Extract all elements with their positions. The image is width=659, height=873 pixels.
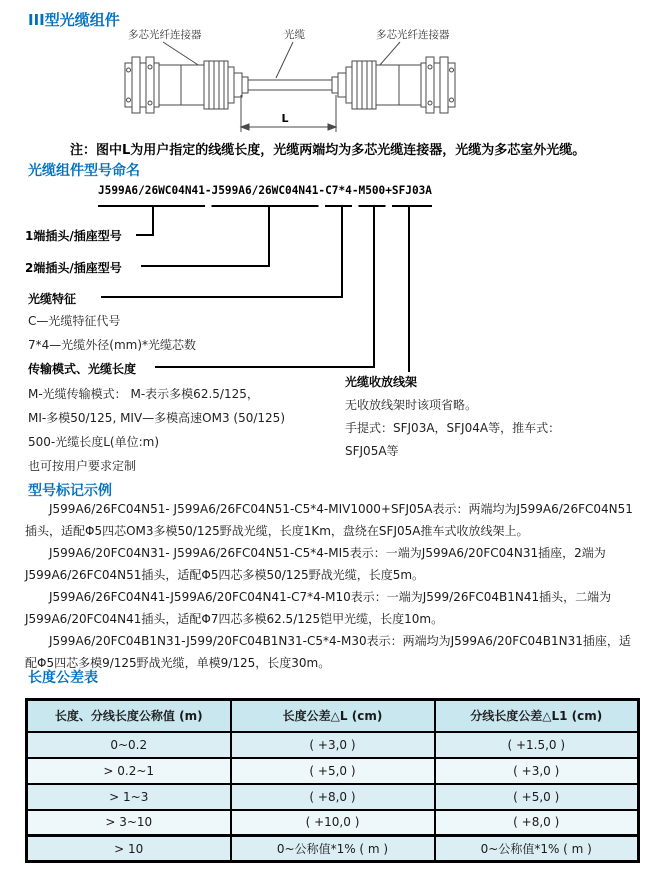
diagram-note: 注：图中L为用户指定的线缆长度，光缆两端均为多芯光缆连接器，光缆为多芯室外光缆。 [70, 143, 586, 158]
table-header-row [27, 700, 639, 732]
left-connector-label: 多芯光纤连接器 [128, 29, 202, 41]
connector-drawing [125, 57, 455, 113]
table-row [27, 836, 639, 862]
table-row [27, 810, 639, 836]
cell-tolerance-l: 0~公称值*1% ( m ) [231, 836, 435, 862]
example-paragraph: J599A6/20FC04B1N31-J599/20FC04B1N31-C5*4-M30表示：两端均为J599A6/20FC04B1N31插座，适配Φ5四芯多模9/125野战光缆，单模9/125，长度30m。 [25, 634, 631, 670]
transmission-title: 传输模式、光缆长度 [28, 362, 137, 376]
cable-assembly-diagram [0, 26, 659, 138]
reel-line: 无收放线架时该项省略。 [345, 398, 478, 412]
tolerance-heading: 长度公差表 [28, 670, 98, 686]
cell-nominal: > 3~10 [27, 810, 231, 836]
cell-tolerance-l1: ( +8,0 ) [435, 810, 639, 836]
cell-tolerance-l: ( +8,0 ) [231, 784, 435, 810]
transmission-line: 也可按用户要求定制 [28, 459, 137, 473]
transmission-line: MI-多模50/125, MIV—多模高速OM3 (50/125) [28, 411, 285, 425]
examples-heading: 型号标记示例 [28, 483, 112, 499]
example-paragraph: J599A6/20FC04N31- J599A6/26FC04N51-C5*4-MI5表示：一端为J599A6/20FC04N31插座，2端为J599A6/26FC04N51插头，适配Φ5四芯多模50/125野战光缆，长度5m。 [25, 546, 606, 582]
cell-nominal: > 1~3 [27, 784, 231, 810]
cell-nominal: > 10 [27, 836, 231, 862]
transmission-line: M-光缆传输模式： M-表示多模62.5/125， [28, 387, 259, 401]
cell-tolerance-l1: ( +3,0 ) [435, 758, 639, 784]
table-row [27, 732, 639, 758]
cell-tolerance-l: ( +3,0 ) [231, 732, 435, 758]
callout-end1-label: 1端插头/插座型号 [25, 229, 122, 243]
cell-nominal: > 0.2~1 [27, 758, 231, 784]
cell-tolerance-l: ( +5,0 ) [231, 758, 435, 784]
cell-tolerance-l1: 0~公称值*1% ( m ) [435, 836, 639, 862]
reel-line: 手提式：SFJ03A，SFJ04A等，推车式： [345, 421, 561, 435]
cell-tolerance-l1: ( +5,0 ) [435, 784, 639, 810]
tolerance-table [25, 698, 640, 863]
callout-end2-label: 2端插头/插座型号 [25, 261, 122, 275]
cable-feature-title: 光缆特征 [28, 292, 77, 306]
table-row [27, 758, 639, 784]
cell-nominal: 0~0.2 [27, 732, 231, 758]
naming-heading: 光缆组件型号命名 [28, 163, 140, 179]
col-header-nominal-length: 长度、分线长度公称值 (m) [27, 700, 231, 732]
col-header-branch-tolerance: 分线长度公差△L1 (cm) [435, 700, 639, 732]
page-title: III型光缆组件 [28, 11, 120, 29]
example-paragraph: J599A6/26FC04N51- J599A6/26FC04N51-C5*4-MIV1000+SFJ05A表示：两端均为J599A6/26FC04N51插头，适配Φ5四芯OM3多模50/125野战光缆，长度1Km，盘绕在SFJ05A推车式收放线架上。 [25, 502, 633, 538]
cell-tolerance-l1: ( +1.5,0 ) [435, 732, 639, 758]
cable-feature-line: C—光缆特征代号 [28, 314, 121, 328]
model-underline-segments [98, 205, 432, 207]
cable-feature-line: 7*4—光缆外径(mm)*光缆芯数 [28, 338, 197, 352]
example-paragraph: J599A6/26FC04N41-J599A6/20FC04N41-C7*4-M10表示：一端为J599/26FC04B1N41插头，二端为J599A6/20FC04N41插头，适配Φ7四芯多模62.5/125铠甲光缆，长度10m。 [25, 590, 612, 626]
transmission-line: 500-光缆长度L(单位:m) [28, 435, 160, 449]
model-number: J599A6/26WC04N41-J599A6/26WC04N41-C7*4-M500+SFJ03A [98, 183, 433, 197]
table-row [27, 784, 639, 810]
col-header-length-tolerance: 长度公差△L (cm) [231, 700, 435, 732]
right-connector-label: 多芯光纤连接器 [376, 29, 450, 41]
dim-label: L [281, 112, 289, 125]
reel-title: 光缆收放线架 [345, 375, 418, 389]
examples-block [25, 498, 639, 674]
reel-line: SFJ05A等 [345, 444, 399, 458]
cable-label: 光缆 [284, 29, 305, 41]
cell-tolerance-l: ( +10,0 ) [231, 810, 435, 836]
